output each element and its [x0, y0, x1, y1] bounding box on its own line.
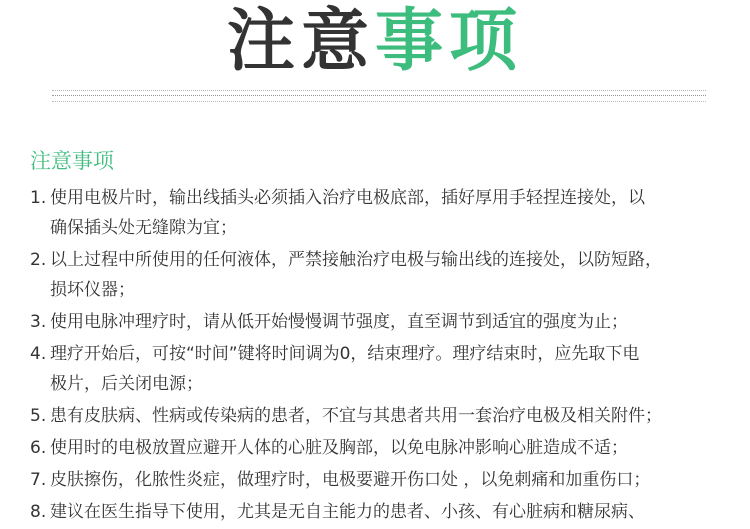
note-text-line: 使用时的电极放置应避开人体的心脏及胸部，以免电脉冲影响心脏造成不适； [50, 438, 628, 458]
note-number: 8. [30, 502, 47, 522]
note-text-line: 使用电极片时，输出线插头必须插入治疗电极底部，插好厚用手轻捏连接处，以 [50, 188, 645, 208]
note-number: 4. [30, 344, 47, 364]
note-item [30, 433, 730, 463]
note-number: 2. [30, 250, 47, 270]
decorative-rule-bottom [52, 101, 706, 102]
note-number: 5. [30, 406, 47, 426]
section-heading: 注意事项 [30, 149, 114, 173]
note-text-line: 理疗开始后，可按“时间”键将时间调为0，结束理疗。理疗结束时，应先取下电 [50, 344, 640, 364]
note-number: 7. [30, 470, 47, 490]
note-item [30, 339, 730, 399]
note-item [30, 245, 730, 305]
note-number: 6. [30, 438, 47, 458]
note-text-line: 以上过程中所使用的任何液体，严禁接触治疗电极与输出线的连接处，以防短路， [50, 250, 662, 270]
note-text-line: 皮肤擦伤，化脓性炎症，做理疗时，电极要避开伤口处 ，以免刺痛和加重伤口； [50, 470, 651, 490]
note-text-line: 确保插头处无缝隙为宜； [50, 218, 237, 238]
banner-title [0, 2, 750, 82]
note-text-line: 使用电脉冲理疗时，请从低开始慢慢调节强度，直至调节到适宜的强度为止； [50, 312, 628, 332]
note-text-line: 损坏仪器； [50, 280, 135, 300]
note-item [30, 401, 730, 431]
note-item [30, 465, 730, 495]
note-text-line: 患有皮肤病、性病或传染病的患者，不宜与其患者共用一套治疗电极及相关附件； [50, 406, 662, 426]
note-item [30, 307, 730, 337]
banner-title-accent: 事项 [375, 2, 524, 81]
note-item [30, 497, 730, 527]
note-number: 1. [30, 188, 47, 208]
decorative-rule-top [52, 90, 706, 91]
note-item [30, 183, 730, 243]
notes-list [30, 183, 730, 529]
note-text-line: 极片，后关闭电源； [50, 374, 203, 394]
note-text-line: 建议在医生指导下使用，尤其是无自主能力的患者、小孩、有心脏病和糖尿病、 [50, 502, 645, 522]
decorative-rule-middle [52, 95, 706, 96]
note-number: 3. [30, 312, 47, 332]
banner-title-dark: 注意 [226, 2, 375, 81]
